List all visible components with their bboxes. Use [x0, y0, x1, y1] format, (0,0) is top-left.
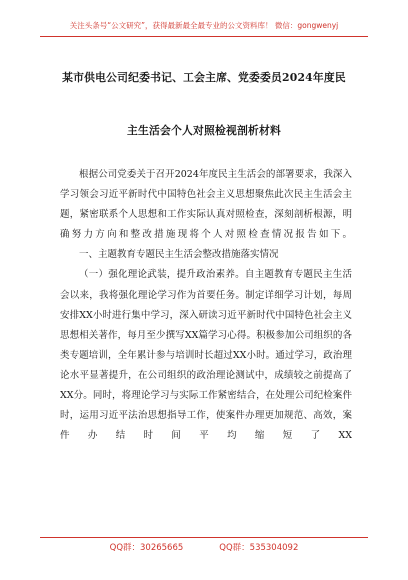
footer-qq-group-2: QQ群：535304092	[219, 543, 299, 553]
footer-divider	[40, 537, 368, 538]
document-title-line2: 主生活会个人对照检视剖析材料	[127, 124, 281, 137]
document-title-line1: 某市供电公司纪委书记、工会主席、党委委员2024年度民	[62, 71, 346, 84]
header-divider	[40, 36, 368, 37]
footer-qq-group-1: QQ群：30265665	[109, 543, 184, 553]
header-banner: 关注头条号“公文研究”，获得最新最全最专业的公文资料库！ 微信：gongwenyj	[69, 21, 339, 30]
document-body	[60, 165, 352, 446]
footer	[40, 541, 368, 553]
paragraph-intro: 根据公司党委关于召开2024年度民主生活会的部署要求，我深入学习领会习近平新时代中国特色社会主义思想聚焦此次民主生活会主题，紧密联系个人思想和工作实际认真对照检查，深刻剖析根源，明确努力方向和整改措施现将个人对照检查情况报告如下。	[60, 169, 352, 241]
section-heading: 一、主题教育专题民主生活会整改措施落实情况	[79, 249, 279, 261]
paragraph-theory-study: （一）强化理论武装，提升政治素养。自主题教育专题民主生活会以来，我将强化理论学习作为首要任务。制定详细学习计划，每周安排XX小时进行集中学习，深入研读习近平新时代中国特色社会主义思想相关著作，每月至少撰写XX篇学习心得。积极参加公司组织的各类专题培训，全年累计参与培训时长超过XX小时。通过学习，政治理论水平显著提升，在公司组织的政治理论测试中，成绩较之前提高了XX分。同时，将理论学习与实际工作紧密结合，在处理公司纪检案件时，运用习近平法治思想指导工作，使案件办理更加规范、高效，案件办结时间平均缩短了XX	[60, 269, 352, 442]
